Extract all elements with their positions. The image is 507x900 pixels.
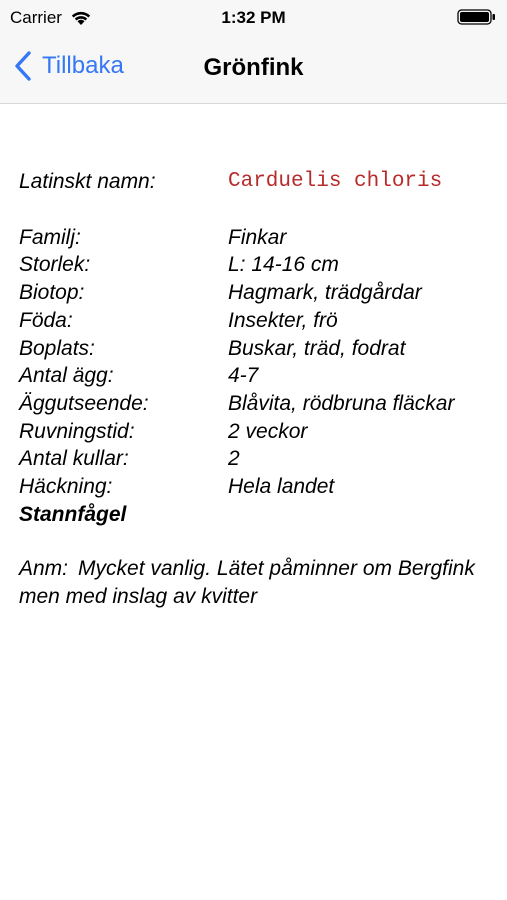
detail-row-nest bbox=[19, 335, 489, 363]
detail-row-egg-appearance bbox=[19, 390, 489, 418]
detail-row-family bbox=[19, 224, 489, 252]
latin-name-row bbox=[19, 168, 489, 196]
navigation-bar bbox=[0, 34, 507, 104]
status-bar bbox=[0, 0, 507, 34]
detail-row-incubation bbox=[19, 418, 489, 446]
detail-label: Föda: bbox=[19, 308, 73, 332]
detail-value: Blåvita, rödbruna fläckar bbox=[228, 391, 455, 415]
detail-value: Hagmark, trädgårdar bbox=[228, 281, 422, 305]
battery-icon bbox=[457, 9, 497, 25]
detail-row-breeding bbox=[19, 473, 489, 501]
detail-value: Buskar, träd, fodrat bbox=[228, 336, 406, 360]
bird-details bbox=[19, 168, 489, 611]
detail-value: L: 14-16 cm bbox=[228, 253, 339, 277]
detail-value: Insekter, frö bbox=[228, 308, 338, 332]
detail-row-egg-count bbox=[19, 362, 489, 390]
detail-label: Antal ägg: bbox=[19, 364, 114, 388]
detail-value: 2 veckor bbox=[228, 419, 308, 443]
detail-row-habitat bbox=[19, 279, 489, 307]
latin-name-value: Carduelis chloris bbox=[228, 170, 443, 193]
detail-label: Biotop: bbox=[19, 281, 85, 305]
page-title: Grönfink bbox=[203, 54, 304, 81]
detail-value: 2 bbox=[228, 447, 240, 471]
carrier-label: Carrier bbox=[10, 8, 62, 27]
detail-value: 4-7 bbox=[228, 364, 259, 388]
detail-label: Äggutseende: bbox=[19, 391, 149, 415]
detail-label: Häckning: bbox=[19, 475, 113, 499]
detail-value: Hela landet bbox=[228, 475, 335, 499]
detail-row-food bbox=[19, 307, 489, 335]
back-button-label: Tillbaka bbox=[42, 52, 124, 79]
detail-row-size bbox=[19, 251, 489, 279]
detail-label: Ruvningstid: bbox=[19, 419, 135, 443]
detail-label: Storlek: bbox=[19, 253, 91, 277]
note bbox=[19, 555, 489, 610]
status-time: 1:32 PM bbox=[221, 8, 286, 27]
note-prefix: Anm: bbox=[19, 557, 69, 581]
detail-label: Antal kullar: bbox=[19, 447, 129, 471]
resident-bird-label: Stannfågel bbox=[19, 502, 127, 526]
note-text: Mycket vanlig. Lätet påminner om Bergfink men med inslag av kvitter bbox=[19, 557, 475, 609]
detail-value: Finkar bbox=[228, 225, 287, 249]
detail-row-broods bbox=[19, 445, 489, 473]
detail-label: Boplats: bbox=[19, 336, 95, 360]
detail-label: Familj: bbox=[19, 225, 81, 249]
latin-name-label: Latinskt namn: bbox=[19, 170, 156, 193]
